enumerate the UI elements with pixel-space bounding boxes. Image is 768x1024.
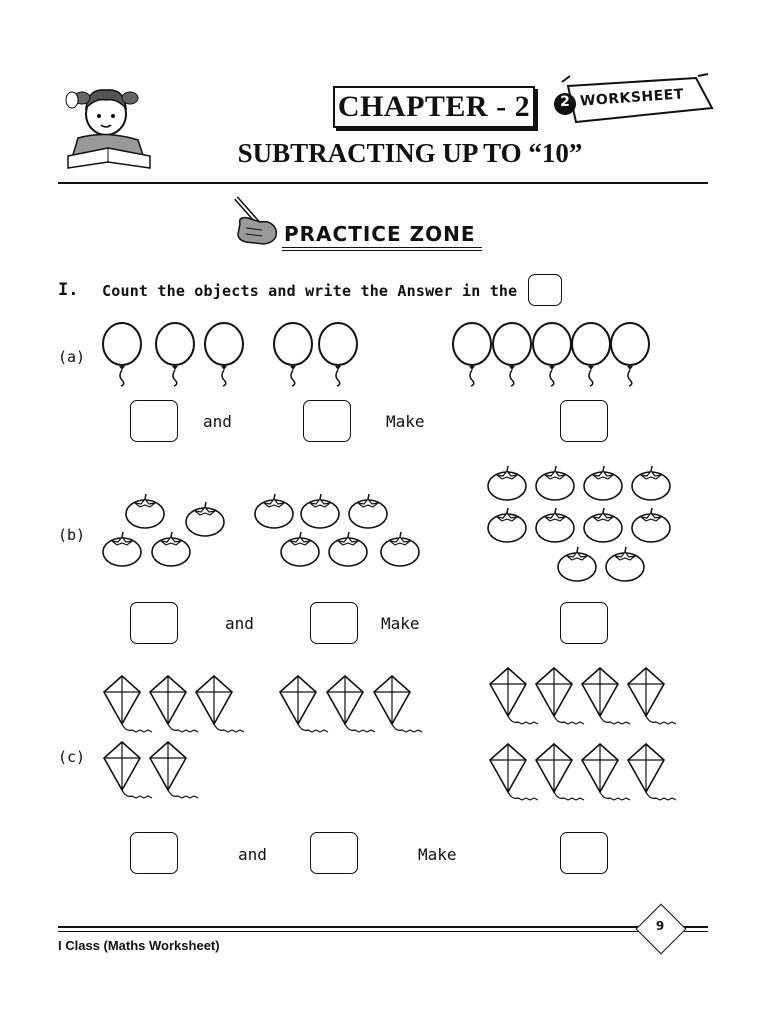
footer-divider <box>58 926 708 928</box>
part-b-and-word: and <box>225 614 254 633</box>
tomato-icon <box>254 490 296 532</box>
kite-icon <box>372 674 426 736</box>
hand-writing-pencil-icon <box>232 196 282 248</box>
balloon-icon <box>610 322 652 388</box>
tomato-icon <box>535 504 577 546</box>
chapter-title: CHAPTER - 2 <box>333 86 535 128</box>
worksheet-badge <box>548 72 718 132</box>
balloon-icon <box>492 322 534 388</box>
balloon-icon <box>318 322 360 388</box>
tomato-icon <box>300 490 342 532</box>
part-a-second-answer-box[interactable] <box>303 400 351 442</box>
header-divider <box>58 182 708 184</box>
part-c-first-answer-box[interactable] <box>130 832 178 874</box>
tomato-icon <box>328 528 370 570</box>
part-a-total-answer-box[interactable] <box>560 400 608 442</box>
part-a-first-answer-box[interactable] <box>130 400 178 442</box>
part-c-second-answer-box[interactable] <box>310 832 358 874</box>
question-instruction: Count the objects and write the Answer in the <box>102 282 518 300</box>
kite-icon <box>278 674 332 736</box>
part-b-make-word: Make <box>381 614 420 633</box>
page-subtitle: SUBTRACTING UP TO “10” <box>237 138 583 168</box>
part-b-second-answer-box[interactable] <box>310 602 358 644</box>
tomato-icon <box>487 462 529 504</box>
page-number: 9 <box>655 919 665 933</box>
tomato-icon <box>380 528 422 570</box>
instruction-answer-box <box>528 274 562 306</box>
footer-divider-thin <box>58 931 708 932</box>
tomato-icon <box>535 462 577 504</box>
tomato-icon <box>605 543 647 585</box>
part-c-label: (c) <box>58 748 86 766</box>
girl-reading-illustration <box>58 78 158 178</box>
tomato-icon <box>631 462 673 504</box>
balloon-icon <box>452 322 494 388</box>
tomato-icon <box>102 528 144 570</box>
tomato-icon <box>125 490 167 532</box>
kite-icon <box>148 740 202 802</box>
tomato-icon <box>348 490 390 532</box>
balloon-icon <box>155 322 197 388</box>
kite-icon <box>194 674 248 736</box>
part-a-make-word: Make <box>386 412 425 431</box>
worksheet-number: 2 <box>560 94 570 110</box>
question-number: I. <box>58 280 79 300</box>
part-b-total-answer-box[interactable] <box>560 602 608 644</box>
part-a-label: (a) <box>58 348 86 366</box>
part-b-first-answer-box[interactable] <box>130 602 178 644</box>
part-c-and-word: and <box>238 845 267 864</box>
footer-text: I Class (Maths Worksheet) <box>58 938 220 953</box>
tomato-icon <box>557 543 599 585</box>
tomato-icon <box>583 462 625 504</box>
part-c-total-answer-box[interactable] <box>560 832 608 874</box>
tomato-icon <box>487 504 529 546</box>
section-heading: PRACTICE ZONE <box>284 222 476 246</box>
tomato-icon <box>583 504 625 546</box>
balloon-icon <box>204 322 246 388</box>
tomato-icon <box>280 528 322 570</box>
tomato-icon <box>631 504 673 546</box>
balloon-icon <box>273 322 315 388</box>
kite-icon <box>325 674 379 736</box>
balloon-icon <box>571 322 613 388</box>
part-a-and-word: and <box>203 412 232 431</box>
kite-icon <box>626 666 680 728</box>
balloon-icon <box>532 322 574 388</box>
kite-icon <box>626 742 680 804</box>
part-c-make-word: Make <box>418 845 457 864</box>
balloon-icon <box>102 322 144 388</box>
tomato-icon <box>151 528 193 570</box>
part-b-label: (b) <box>58 526 86 544</box>
section-heading-underline <box>282 247 482 251</box>
worksheet-label: WORKSHEET <box>579 86 685 110</box>
